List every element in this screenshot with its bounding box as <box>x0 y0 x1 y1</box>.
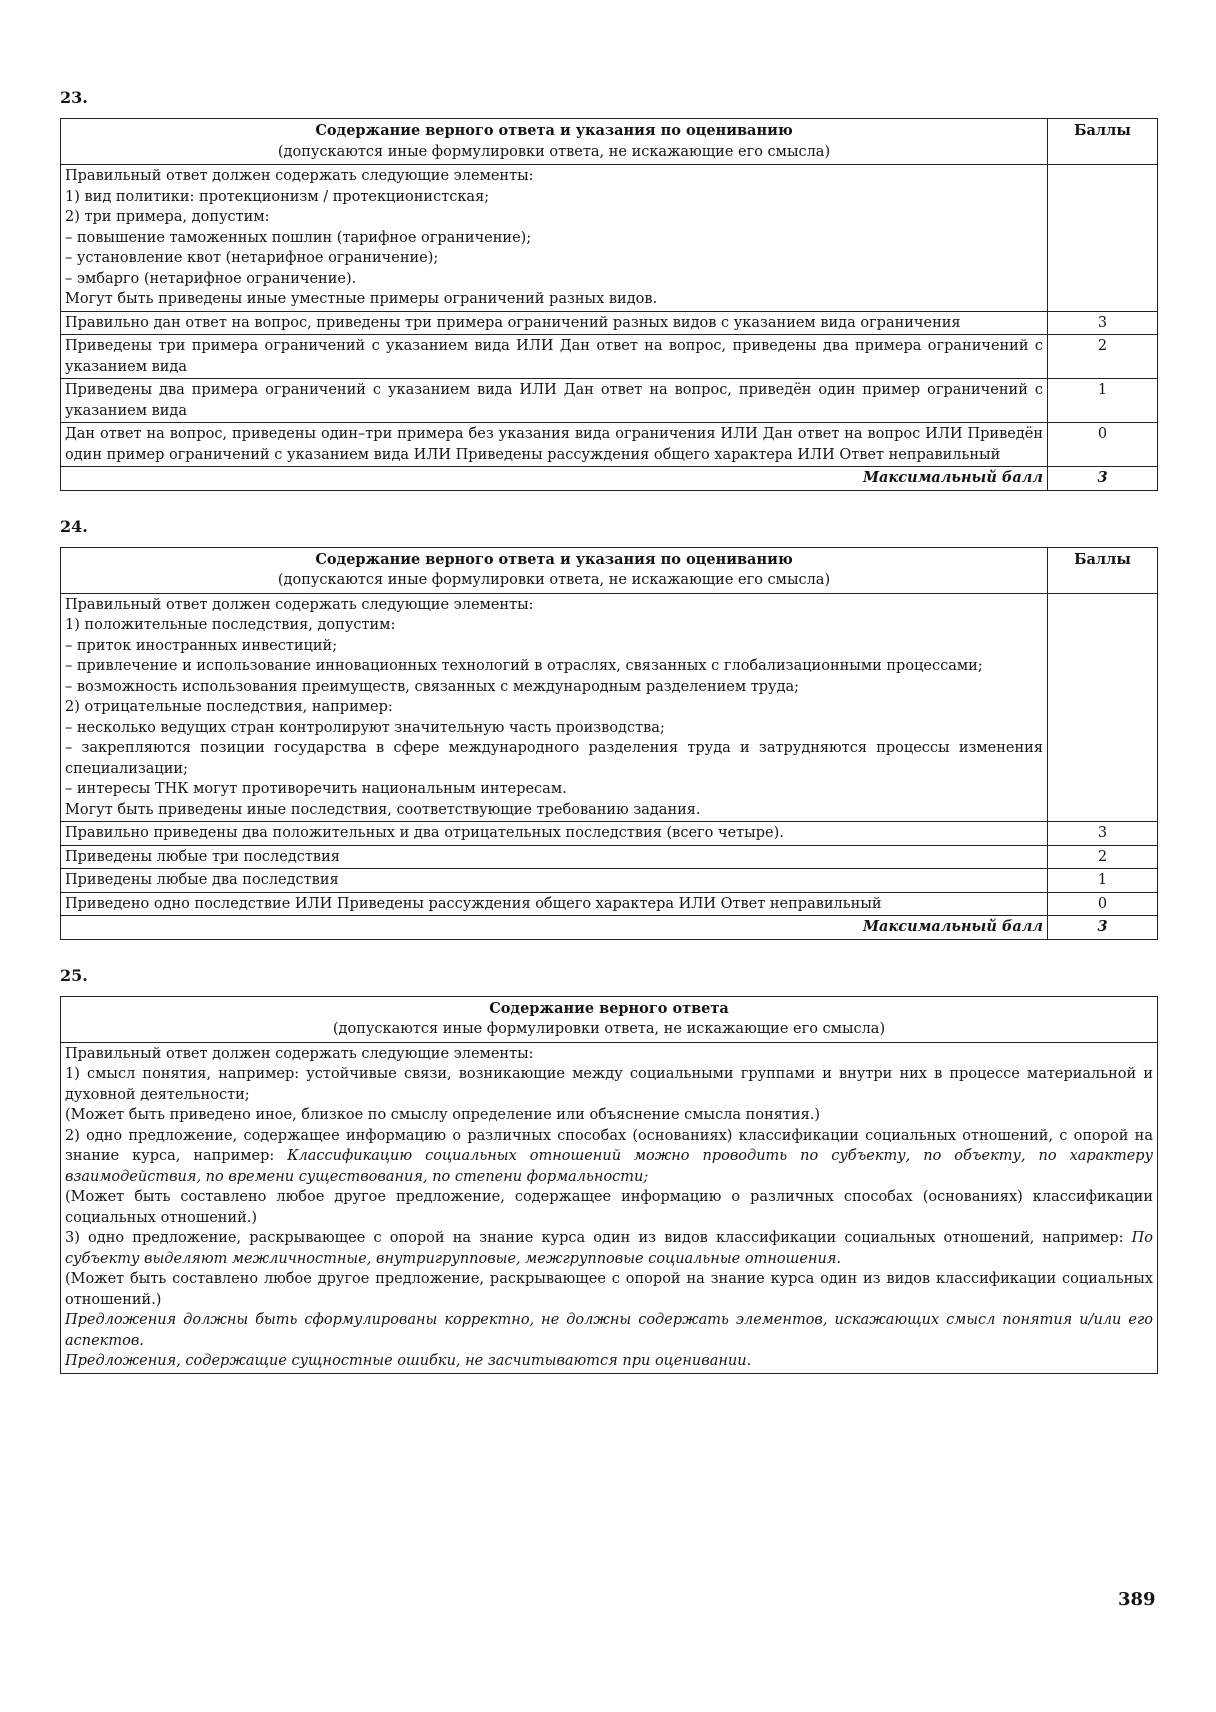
answer-line: 1) вид политики: протекционизм / протекционистская; <box>65 188 490 205</box>
max-score-row <box>61 467 1158 491</box>
criterion-score: 0 <box>1048 892 1158 916</box>
answer-footer-2: Предложения, содержащие сущностные ошибки, не засчитываются при оценивании. <box>65 1353 752 1369</box>
table-header-row <box>61 547 1158 593</box>
answer-line: 1) положительные последствия, допустим: <box>65 617 396 633</box>
criterion-row <box>61 379 1158 423</box>
criterion-score: 1 <box>1048 379 1158 423</box>
max-score-label: Максимальный балл <box>61 467 1048 491</box>
answer-content <box>61 593 1048 822</box>
criterion-score: 0 <box>1048 423 1158 467</box>
answer-content <box>61 1042 1158 1373</box>
answer-line: – несколько ведущих стран контролируют значительную часть производства; <box>65 719 665 736</box>
answer-row <box>61 165 1158 312</box>
answer-line: 2) отрицательные последствия, например: <box>65 699 393 715</box>
criterion-text: Правильно приведены два положительных и два отрицательных последствия (всего четыре). <box>61 822 1048 846</box>
task-25-table <box>60 996 1158 1374</box>
header-title: Содержание верного ответа и указания по оцениванию <box>315 122 793 139</box>
page-number: 389 <box>1118 1589 1156 1610</box>
answer-line: – установление квот (нетарифное ограничение); <box>65 250 439 266</box>
answer-row <box>61 1042 1158 1373</box>
answer-line: – эмбарго (нетарифное ограничение). <box>65 270 357 287</box>
max-score-value: 3 <box>1048 467 1158 491</box>
task-23-table <box>60 118 1158 491</box>
answer-note-2: (Может быть составлено любое другое предложение, содержащее информацию о различных способах (основаниях) классификации социальных отношений.) <box>65 1189 1153 1226</box>
answer-line: Правильный ответ должен содержать следующие элементы: <box>65 596 534 613</box>
answer-intro: Правильный ответ должен содержать следующие элементы: <box>65 1045 534 1062</box>
header-subtitle: (допускаются иные формулировки ответа, не искажающие его смысла) <box>277 143 831 160</box>
table-header-row <box>61 996 1158 1042</box>
max-score-value: 3 <box>1048 916 1158 940</box>
criterion-text: Приведены два примера ограничений с указанием вида ИЛИ Дан ответ на вопрос, приведён один пример ограничений с указанием вида <box>61 379 1048 423</box>
max-score-row <box>61 916 1158 940</box>
content-header <box>61 996 1158 1042</box>
answer-content <box>61 165 1048 312</box>
answer-score-empty <box>1048 593 1158 822</box>
answer-note-1: (Может быть приведено иное, близкое по смыслу определение или объяснение смысла понятия.) <box>65 1107 820 1123</box>
criterion-row <box>61 892 1158 916</box>
criterion-score: 3 <box>1048 311 1158 335</box>
max-score-label: Максимальный балл <box>61 916 1048 940</box>
header-subtitle: (допускаются иные формулировки ответа, не искажающие его смысла) <box>332 1021 886 1037</box>
score-header: Баллы <box>1048 119 1158 165</box>
criterion-text: Приведены любые три последствия <box>61 845 1048 869</box>
criterion-score: 2 <box>1048 845 1158 869</box>
criterion-row <box>61 311 1158 335</box>
answer-row <box>61 593 1158 822</box>
criterion-text: Приведены три примера ограничений с указанием вида ИЛИ Дан ответ на вопрос, приведены два примера ограничений с указанием вида <box>61 335 1048 379</box>
answer-footer-1: Предложения должны быть сформулированы корректно, не должны содержать элементов, искажающих смысл понятия и/или его аспектов. <box>65 1312 1153 1349</box>
criterion-row <box>61 822 1158 846</box>
answer-score-empty <box>1048 165 1158 312</box>
criterion-row <box>61 335 1158 379</box>
criterion-row <box>61 869 1158 893</box>
answer-line: – повышение таможенных пошлин (тарифное ограничение); <box>65 229 532 246</box>
task-23-number: 23. <box>60 88 88 107</box>
criterion-text: Правильно дан ответ на вопрос, приведены три примера ограничений разных видов с указанием вида ограничения <box>61 311 1048 335</box>
answer-line: – привлечение и использование инновационных технологий в отраслях, связанных с глобализационными процессами; <box>65 658 983 674</box>
criterion-score: 1 <box>1048 869 1158 893</box>
header-title: Содержание верного ответа <box>489 999 729 1017</box>
answer-item-3: 3) одно предложение, раскрывающее с опорой на знание курса один из видов классификации социальных отношений, например: По субъекту выделяют межличностные, внутригрупповые, межгрупповые социальные отношения. <box>65 1230 1153 1267</box>
content-header <box>61 547 1048 593</box>
criterion-text: Приведено одно последствие ИЛИ Приведены рассуждения общего характера ИЛИ Ответ неправильный <box>61 892 1048 916</box>
answer-line: Могут быть приведены иные уместные примеры ограничений разных видов. <box>65 291 658 307</box>
task-24-table <box>60 547 1158 940</box>
score-header: Баллы <box>1048 547 1158 593</box>
answer-line: – интересы ТНК могут противоречить национальным интересам. <box>65 781 567 797</box>
criterion-text: Приведены любые два последствия <box>61 869 1048 893</box>
answer-line: Правильный ответ должен содержать следующие элементы: <box>65 168 534 184</box>
criterion-score: 3 <box>1048 822 1158 846</box>
answer-line: – приток иностранных инвестиций; <box>65 637 338 654</box>
criterion-row <box>61 423 1158 467</box>
answer-item-2: 2) одно предложение, содержащее информацию о различных способах (основаниях) классификации социальных отношений, с опорой на знание курса, например: Классификацию социальных отношений можно проводить по субъекту, по объекту, по характеру взаимодействия, по времени существования, по степени формальности; <box>65 1127 1154 1185</box>
header-title: Содержание верного ответа и указания по оцениванию <box>315 550 793 568</box>
answer-line: Могут быть приведены иные последствия, соответствующие требованию задания. <box>65 801 701 818</box>
header-subtitle: (допускаются иные формулировки ответа, не искажающие его смысла) <box>277 572 831 588</box>
criterion-row <box>61 845 1158 869</box>
answer-item-1: 1) смысл понятия, например: устойчивые связи, возникающие между социальными группами и внутри них в процессе материальной и духовной деятельности; <box>65 1066 1153 1103</box>
answer-line: 2) три примера, допустим: <box>65 209 270 225</box>
answer-line: – возможность использования преимуществ, связанных с международным разделением труда; <box>65 678 800 695</box>
page <box>60 88 1158 1374</box>
answer-note-3: (Может быть составлено любое другое предложение, раскрывающее с опорой на знание курса один из видов классификации социальных отношений.) <box>65 1271 1153 1308</box>
content-header <box>61 119 1048 165</box>
table-header-row <box>61 119 1158 165</box>
answer-line: – закрепляются позиции государства в сфере международного разделения труда и затрудняются процессы изменения специализации; <box>65 740 1043 777</box>
criterion-text: Дан ответ на вопрос, приведены один–три примера без указания вида ограничения ИЛИ Дан ответ на вопрос ИЛИ Приведён один пример ограничений с указанием вида ИЛИ Приведены рассуждения общего характера ИЛИ Ответ неправильный <box>61 423 1048 467</box>
task-25-number: 25. <box>60 965 88 985</box>
task-24-number: 24. <box>60 516 88 536</box>
criterion-score: 2 <box>1048 335 1158 379</box>
